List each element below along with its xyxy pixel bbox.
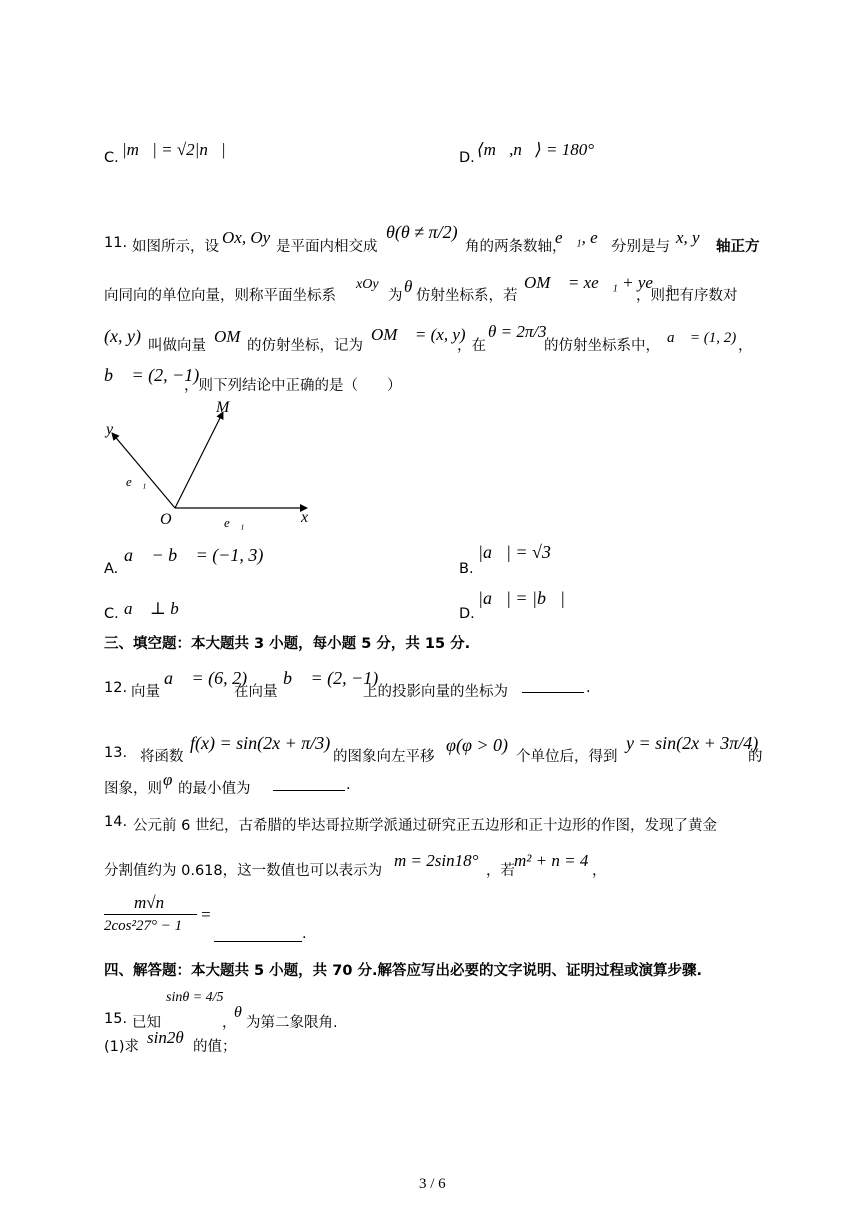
- q15-text: 已知: [132, 1015, 161, 1031]
- q13-text: 个单位后，得到: [516, 749, 618, 765]
- q11-text: 分别是与: [612, 239, 670, 255]
- om-vector: [175, 412, 223, 508]
- q13-end: .: [346, 777, 351, 793]
- q11-math: OM⃗ = xe⃗₁ + ye⃗₂: [524, 273, 673, 292]
- q12-number: 12.: [104, 680, 128, 696]
- page-number: 3 / 6: [419, 1176, 446, 1192]
- e1-lower-label: e⃗₁: [224, 515, 245, 530]
- q14-math: m = 2sin18°: [394, 851, 479, 870]
- q10-option-d-expr: ⟨m⃗,n⃗⟩ = 180°: [477, 140, 595, 159]
- q13-math: φ: [163, 770, 173, 789]
- q14-text: 公元前 6 世纪，古希腊的毕达哥拉斯学派通过研究正五边形和正十边形的作图，发现了黄金: [133, 818, 717, 834]
- q11-text: 的仿射坐标，记为: [247, 338, 363, 354]
- q11-option-c-expr: a⃗ ⊥ b⃗: [124, 599, 192, 618]
- q11-text: ，则把有序数对: [636, 288, 738, 304]
- section3-title: 三、填空题：本大题共 3 小题，每小题 5 分，共 15 分.: [104, 636, 471, 652]
- q11-math: (x, y): [104, 326, 141, 346]
- q11-text: 叫做向量: [148, 338, 206, 354]
- q11-text: 轴正方: [716, 239, 760, 255]
- q11-math: a⃗ = (1, 2): [667, 330, 737, 346]
- q14-fraction-numerator: m√n: [134, 893, 165, 912]
- q10-option-c-label: C.: [104, 150, 119, 166]
- o-label: O: [160, 511, 172, 528]
- q11-text: 仿射坐标系，若: [416, 288, 518, 304]
- q13-answer-blank: [273, 776, 345, 795]
- q11-math: b⃗ = (2, −1): [104, 365, 200, 385]
- q12-text: 上的投影向量的坐标为: [363, 684, 508, 700]
- q14-fraction-bar: [104, 914, 197, 915]
- q11-math: θ(θ ≠ π/2): [386, 222, 458, 242]
- q15-sub1-math: sin2θ: [147, 1028, 184, 1047]
- q11-text: 为: [388, 288, 403, 304]
- q11-math: OM⃗: [214, 327, 254, 346]
- q15-number: 15.: [104, 1011, 128, 1027]
- q12-text: 在向量: [234, 684, 278, 700]
- q14-fraction-denominator: 2cos²27° − 1: [104, 918, 183, 934]
- q15-sub1-text: 的值；: [193, 1039, 237, 1055]
- q13-text: 图象，则: [104, 781, 162, 797]
- q11-option-b-expr: |a⃗| = √3: [478, 542, 551, 562]
- q15-sub1-text: (1)求: [104, 1039, 140, 1055]
- q13-math: f(x) = sin(2x + π/3): [190, 733, 331, 753]
- q10-option-d-label: D.: [459, 150, 475, 166]
- q11-option-b-label: B.: [459, 561, 474, 577]
- q15-text: ，: [222, 1015, 237, 1031]
- q12-text: 向量: [131, 684, 160, 700]
- q11-number: 11.: [104, 235, 128, 251]
- q11-text: ，: [738, 338, 753, 354]
- q14-fraction-equals: =: [200, 905, 212, 924]
- q13-text: 将函数: [140, 749, 184, 765]
- q14-text: ，: [592, 863, 607, 879]
- q11-text: 角的两条数轴，: [465, 239, 567, 255]
- q11-option-d-label: D.: [459, 606, 475, 622]
- q11-text: 向同向的单位向量，则称平面坐标系: [104, 288, 336, 304]
- q15-math: sinθ = 4/5: [166, 990, 224, 1005]
- q14-answer-blank: [214, 927, 302, 946]
- q15-math: θ: [234, 1004, 242, 1021]
- q11-math: θ: [404, 277, 413, 296]
- q12-end: .: [586, 680, 591, 696]
- q11-math: e⃗₁, e⃗₂: [555, 228, 617, 247]
- q15-text: 为第二象限角.: [246, 1015, 338, 1031]
- e1-upper-label: e⃗₁: [126, 474, 147, 489]
- q11-text: 如图所示，设: [132, 239, 219, 255]
- section4-title: 四、解答题：本大题共 5 小题，共 70 分.解答应写出必要的文字说明、证明过程或演算步骤.: [104, 963, 702, 979]
- q11-math: Ox, Oy: [222, 228, 271, 247]
- m-label: M: [216, 399, 230, 416]
- q14-text: ，若: [486, 863, 515, 879]
- q13-text: 的图象向左平移: [333, 749, 435, 765]
- y-label: y: [106, 421, 114, 438]
- q13-math: φ(φ > 0): [446, 735, 509, 755]
- q10-option-c-expr: |m⃗| = √2|n⃗|: [122, 140, 226, 159]
- q11-text: ，在: [457, 338, 486, 354]
- q12-math: a⃗ = (6, 2): [164, 668, 248, 688]
- q14-text: 分割值约为 0.618，这一数值也可以表示为: [104, 863, 383, 879]
- q13-math: y = sin(2x + 3π/4): [626, 733, 759, 753]
- q14-number: 14.: [104, 814, 128, 830]
- q13-number: 13.: [104, 745, 128, 761]
- q14-end: .: [302, 926, 307, 942]
- q12-answer-blank: [522, 678, 584, 697]
- q11-math: xOy: [356, 277, 379, 292]
- q11-text: 是平面内相交成: [276, 239, 378, 255]
- y-axis: [112, 433, 175, 508]
- q12-math: b⃗ = (2, −1): [283, 668, 379, 688]
- q11-option-a-label: A.: [104, 561, 119, 577]
- q11-option-a-expr: a⃗ − b⃗ = (−1, 3): [124, 545, 264, 565]
- q11-math: OM⃗ = (x, y): [371, 325, 466, 344]
- x-label: x: [301, 509, 309, 526]
- q11-math: θ = 2π/3: [488, 322, 547, 341]
- q11-math: x, y: [676, 228, 700, 247]
- q13-text: 的: [748, 749, 763, 765]
- q14-math: m² + n = 4: [514, 851, 589, 870]
- q11-option-d-expr: |a⃗| = |b⃗|: [478, 588, 565, 608]
- q11-text: ，则下列结论中正确的是（ ）: [184, 378, 402, 394]
- q11-figure: [100, 395, 320, 535]
- q11-text: 的仿射坐标系中，: [544, 338, 660, 354]
- q13-text: 的最小值为: [178, 781, 251, 797]
- q11-option-c-label: C.: [104, 606, 119, 622]
